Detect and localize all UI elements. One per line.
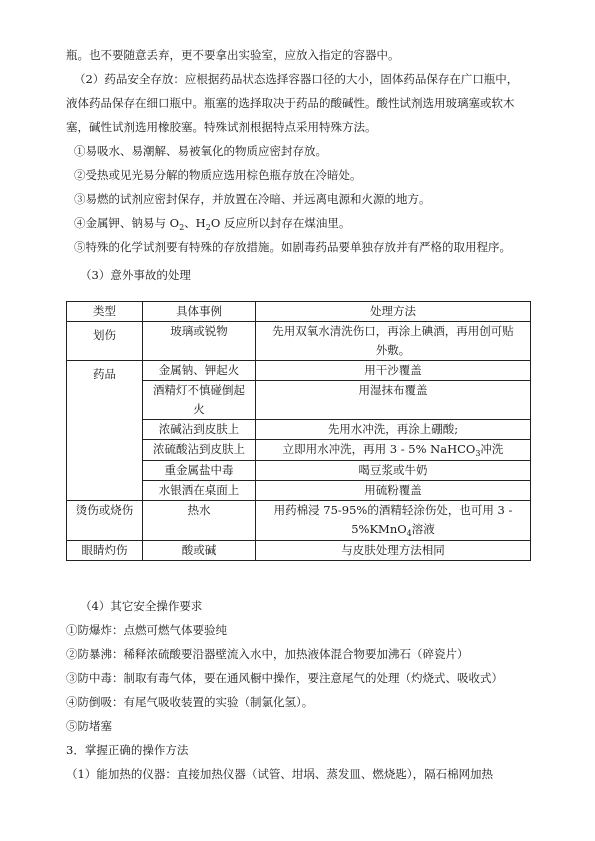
accident-handling-table [66,301,531,561]
header-example: 具体事例 [143,302,256,322]
method-cell: 喝豆浆或牛奶 [256,461,531,481]
table-row [67,501,531,541]
section-heading-other-safety: （4）其它安全操作要求 [80,599,203,613]
storage-rule-3: ③易燃的试剂应密封保存，并放置在冷暗、并远离电源和火源的地方。 [74,192,431,206]
safety-op-4: ④防倒吸：有尾气吸收装置的实验（制氯化氢）。 [66,695,314,709]
storage-rule-4: ④金属钾、钠易与 $O_2$、$H_2O$ 反应所以封存在煤油里。 [74,216,351,232]
section-heading-operations: 3．掌握正确的操作方法 [66,743,189,757]
section-heading-accidents: （3）意外事故的处理 [80,268,191,282]
example-cell: 玻璃或锐物 [143,322,256,361]
type-cell: 划伤 [67,322,143,361]
example-cell: 金属钠、钾起火 [143,361,256,381]
example-cell: 热水 [143,501,256,541]
storage-paragraph-line-2: 液体药品保存在细口瓶中。瓶塞的选择取决于药品的酸碱性。酸性试剂选用玻璃塞或软木 [66,96,515,110]
storage-rule-5: ⑤特殊的化学试剂要有特殊的存放措施。如剧毒药品要单独存放并有严格的取用程序。 [74,240,511,254]
type-cell: 药品 [67,361,143,501]
method-cell: 与皮肤处理方法相同 [256,541,531,561]
intro-line: 瓶。也不要随意丢弃，更不要拿出实验室，应放入指定的容器中。 [66,48,400,62]
storage-paragraph-line-3: 塞，碱性试剂选用橡胶塞。特殊试剂根据特点采用特殊方法。 [66,120,377,134]
safety-op-3: ③防中毒：制取有毒气体，要在通风橱中操作，要注意尾气的处理（灼烧式、吸收式） [66,671,503,685]
method-cell: 先用水冲洗，再涂上硼酸; [256,420,531,440]
method-cell: 用湿抹布覆盖 [256,381,531,420]
storage-paragraph-line-1: （2）药品安全存放：应根据药品状态选择容器口径的大小，固体药品保存在广口瓶中， [74,72,519,86]
table-header-row [67,302,531,322]
method-cell: 用硫粉覆盖 [256,481,531,501]
example-cell: 水银洒在桌面上 [143,481,256,501]
example-cell: 酸或碱 [143,541,256,561]
method-cell: 用药棉浸 75-95%的酒精轻涂伤处，也可用 3 - 5%KMnO$_4$溶液 [256,501,531,541]
method-cell: 用干沙覆盖 [256,361,531,381]
example-cell: 浓硫酸沾到皮肤上 [143,440,256,461]
header-type: 类型 [67,302,143,322]
table-row [67,322,531,361]
storage-rule-1: ①易吸水、易潮解、易被氧化的物质应密封存放。 [74,144,327,158]
storage-rule-2: ②受热或见光易分解的物质应选用棕色瓶存放在冷暗处。 [74,168,362,182]
method-cell: 先用双氧水清洗伤口，再涂上碘酒，再用创可贴外敷。 [256,322,531,361]
header-method: 处理方法 [256,302,531,322]
heating-instruments-line: （1）能加热的仪器：直接加热仪器（试管、坩埚、蒸发皿、燃烧匙），隔石棉网加热 [66,767,494,781]
example-cell: 浓碱沾到皮肤上 [143,420,256,440]
example-cell: 酒精灯不慎碰倒起火 [143,381,256,420]
safety-op-5: ⑤防堵塞 [66,719,112,733]
safety-op-1: ①防爆炸：点燃可燃气体要验纯 [66,623,227,637]
table-row [67,541,531,561]
type-cell: 眼睛灼伤 [67,541,143,561]
example-cell: 重金属盐中毒 [143,461,256,481]
type-cell: 烫伤或烧伤 [67,501,143,541]
method-cell: 立即用水冲洗，再用 3 - 5% NaHCO$_3$冲洗 [256,440,531,461]
table-row [67,361,531,381]
safety-op-2: ②防暴沸：稀释浓硫酸要沿器壁流入水中，加热液体混合物要加沸石（碎瓷片） [66,647,469,661]
